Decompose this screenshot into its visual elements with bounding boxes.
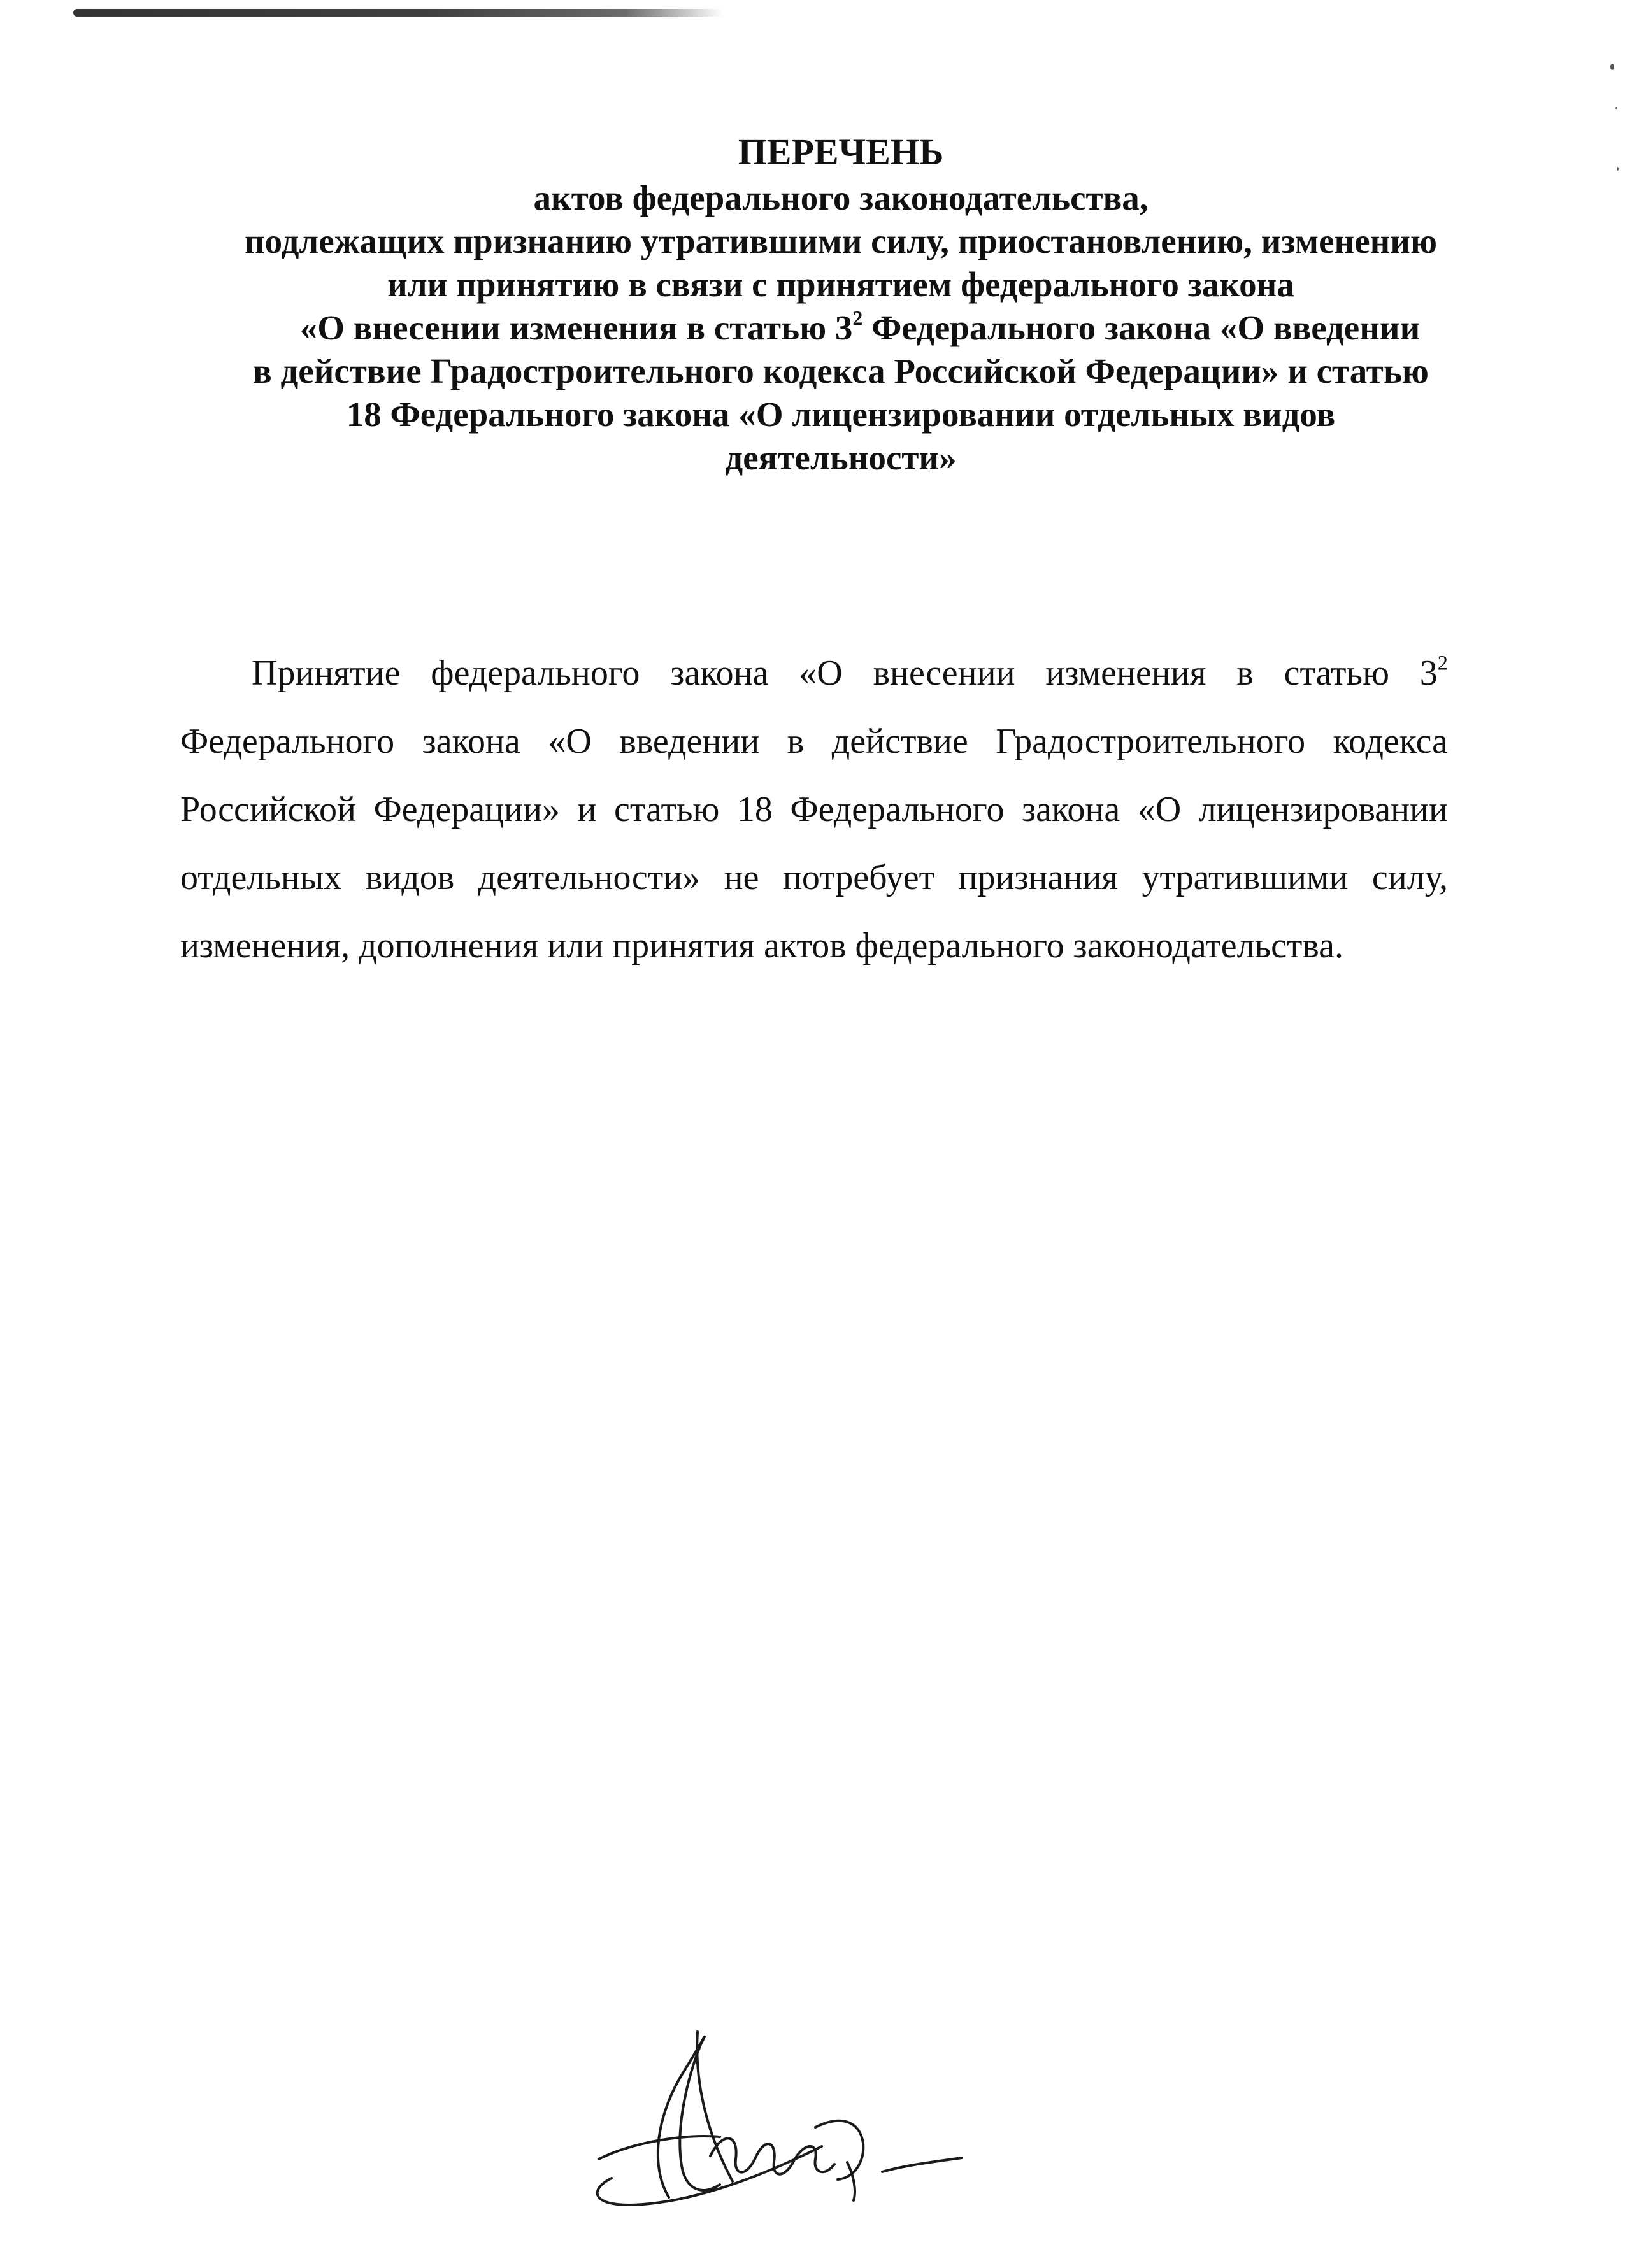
title-line-4-start: «О внесении изменения в статью 3	[299, 308, 853, 347]
body-text-start: Принятие федерального закона «О внесении изменения в статью 3	[252, 653, 1438, 693]
body-paragraph	[180, 639, 1448, 980]
title-superscript: 2	[852, 307, 863, 330]
title-line-1: актов федерального законодательства,	[533, 178, 1149, 217]
scan-edge-mark	[73, 9, 723, 17]
title-line-3: или принятию в связи с принятием федерального закона	[387, 265, 1294, 304]
title-heading: ПЕРЕЧЕНЬ	[738, 131, 944, 173]
body-superscript: 2	[1437, 652, 1448, 675]
scan-speck	[1610, 64, 1614, 70]
title-line-4-end: Федерального закона «О введении	[862, 308, 1421, 347]
scan-speck	[1615, 107, 1617, 109]
title-line-5: в действие Градостроительного кодекса Российской Федерации» и статью	[253, 352, 1429, 390]
title-line-4	[153, 306, 1529, 350]
title-line-7: деятельности»	[725, 438, 957, 477]
document-title	[153, 131, 1529, 480]
handwritten-signature-icon	[573, 2006, 981, 2216]
scan-speck	[1617, 167, 1619, 171]
title-line-2: подлежащих признанию утратившими силу, приостановлению, изменению	[244, 222, 1438, 260]
title-line-6: 18 Федерального закона «О лицензировании отдельных видов	[346, 395, 1336, 434]
body-text-end: Федерального закона «О введении в действие Градостроительного кодекса Российской Федерации» и статью 18 Федерального закона «О лицензировании отдельных видов деятельности» не потребует признания утратившими силу, изменения, дополнения или принятия актов федерального законодательства.	[180, 722, 1448, 966]
